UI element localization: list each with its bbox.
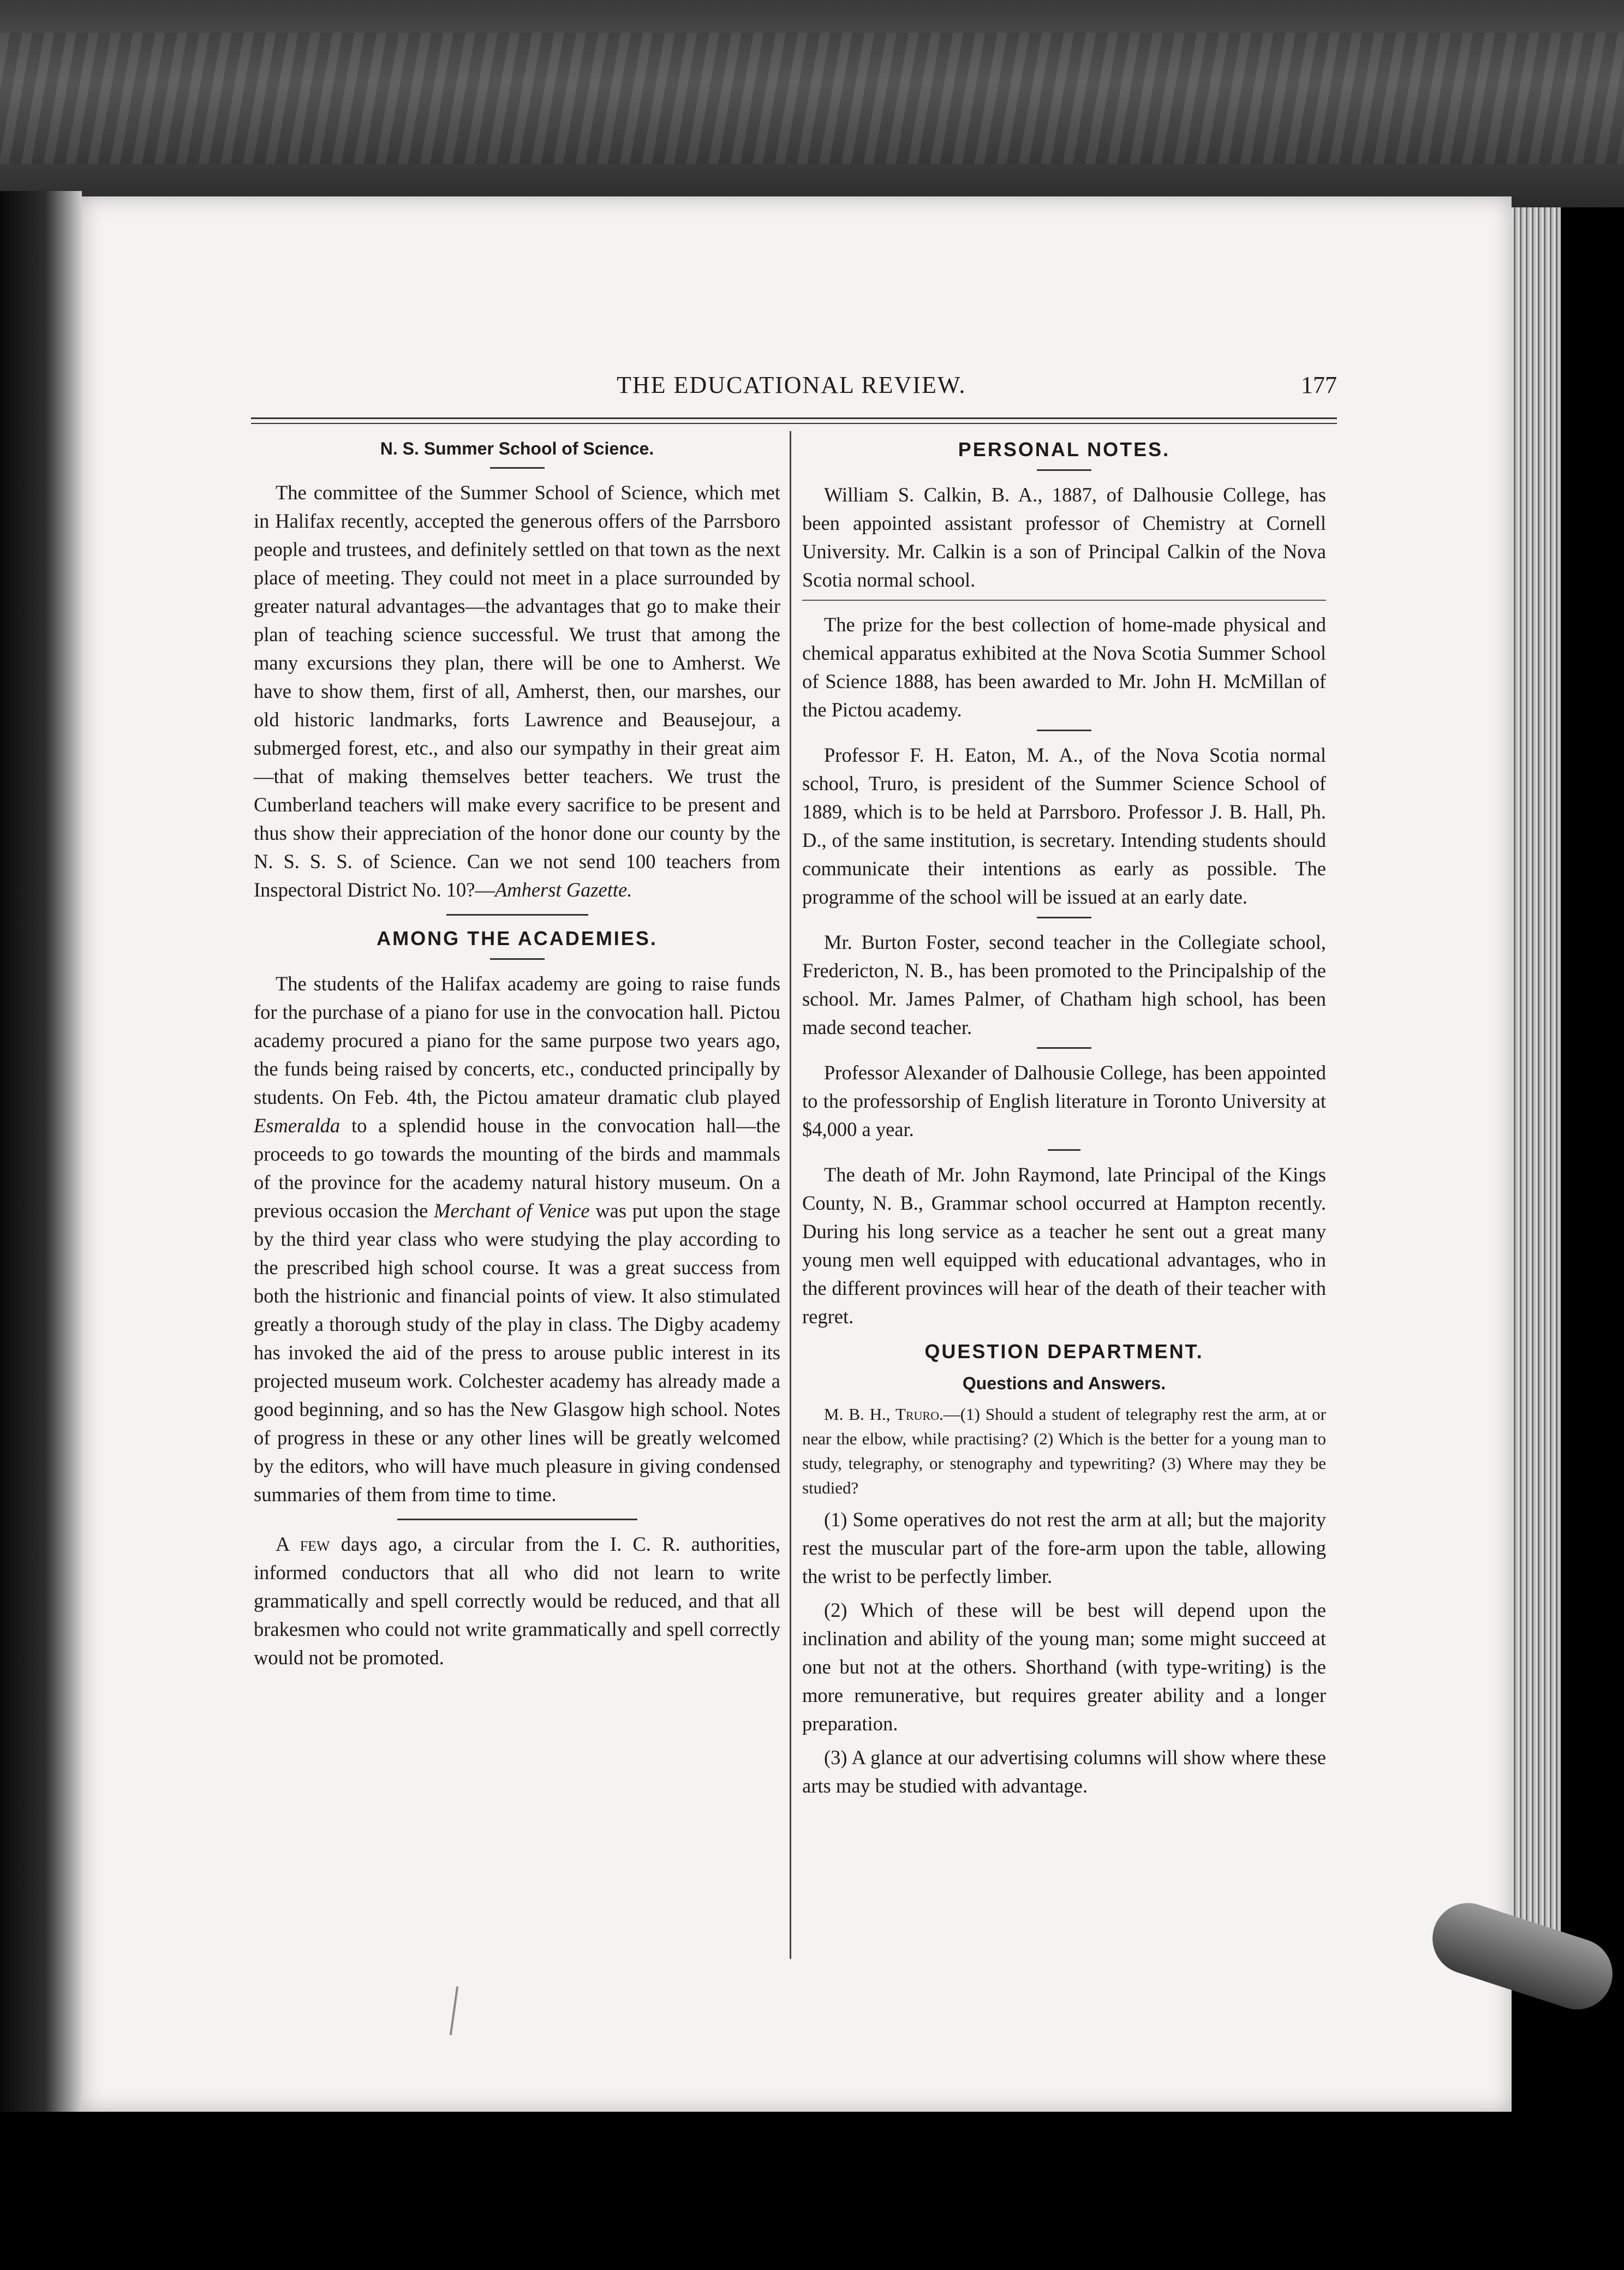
icr-paragraph	[254, 1530, 780, 1672]
page-header	[251, 371, 1337, 415]
scan-texture	[0, 33, 1624, 164]
section-separator	[446, 914, 588, 916]
column-divider	[790, 431, 791, 1959]
personal-note: The prize for the best collection of home-made physical and chemical apparatus exhibited at the Nova Scotia Summer School of Science 1888, has been awarded to Mr. John H. McMillan of the Pictou academy.	[802, 613, 1326, 721]
page-number: 177	[1301, 372, 1337, 398]
header-rule-bottom	[251, 423, 1337, 424]
answer-3: (3) A glance at our advertising columns will show where these arts may be studied with advantage.	[802, 1746, 1326, 1797]
running-head: THE EDUCATIONAL REVIEW.	[617, 372, 966, 398]
note-divider	[802, 600, 1326, 601]
page-left-edge	[0, 191, 82, 2112]
note-divider	[1037, 917, 1091, 918]
right-column	[802, 437, 1326, 1806]
play-title-esmeralda: Esmeralda	[254, 1114, 341, 1137]
academies-article	[254, 925, 780, 1509]
note-divider	[1037, 1047, 1091, 1049]
summer-school-text: The committee of the Summer School of Science, which met in Halifax recently, accepted the generous offers of the Parrsboro people and trustees, and definitely settled on that town as the next place of meeting. They could not meet in a place surrounded by greater natural advantages—the advantages that go to make their plan of teaching science successful. We trust that among the many excursions they plan, there will be one to Amherst. We have to show them, first of all, Amherst, then, our marshes, our old historic landmarks, forts Lawrence and Beausejour, a submerged forest, etc., and also our sympathy in their great aim—that of making themselves better teachers. We trust the Cumberland teachers will make every sacrifice to be present and thus show their appreciation of the honor done our county by the N. S. S. S. of Science. Can we not send 100 teachers from Inspectoral District No. 10?—	[254, 481, 780, 901]
question-body: —(1) Should a student of telegraphy rest the arm, at or near the elbow, while practising? (2) Which is the better for a young man to study, telegraphy, or stenography and typewriting? (3) Where may they be studied?	[802, 1405, 1326, 1497]
questions-subtitle: Questions and Answers.	[962, 1373, 1166, 1393]
header-rule-top	[251, 417, 1337, 419]
personal-note: William S. Calkin, B. A., 1887, of Dalhousie College, has been appointed assistant professor of Chemistry at Cornell University. Mr. Calkin is a son of Principal Calkin of the Nova Scotia normal school.	[802, 483, 1326, 591]
icr-text: days ago, a circular from the I. C. R. authorities, informed conductors that all who did not learn to write grammatically and spell correctly would be reduced, and that all brakesmen who could not write grammatically and spell correctly would not be promoted.	[254, 1533, 781, 1669]
academies-text-2: to a splendid house in the convocation hall—the proceeds to go towards the mounting of the birds and mammals of the province for the academy natural history museum. On a previous occasion the	[254, 1114, 781, 1222]
personal-note: Professor F. H. Eaton, M. A., of the Nova Scotia normal school, Truro, is president of the Summer Science School of 1889, which is to be held at Parrsboro. Professor J. B. Hall, Ph. D., of the same institution, is secretary. Intending students should communicate their intentions as early as possible. The programme of the school will be issued at an early date.	[802, 744, 1326, 908]
page-stack-edge	[1512, 207, 1561, 1981]
section-separator	[397, 1519, 637, 1520]
icr-lead: A few	[276, 1533, 330, 1555]
personal-note: Professor Alexander of Dalhousie College, has been appointed to the professorship of English literature in Toronto University at $4,000 a year.	[802, 1061, 1326, 1140]
personal-notes-title: PERSONAL NOTES.	[958, 438, 1171, 461]
summer-school-title: N. S. Summer School of Science.	[380, 439, 654, 458]
summer-school-article	[254, 437, 780, 904]
play-title-merchant: Merchant of Venice	[434, 1199, 590, 1222]
summer-school-paragraph	[254, 479, 780, 904]
academies-paragraph	[254, 970, 780, 1509]
title-rule	[490, 958, 545, 960]
answer-2: (2) Which of these will be best will depend upon the inclination and ability of the young man; some might succeed at one but not at the others. Shorthand (with type-writing) is the more remunerative, but requires greater ability and a longer preparation.	[802, 1599, 1326, 1735]
question-department-title: QUESTION DEPARTMENT.	[924, 1340, 1204, 1363]
academies-title: AMONG THE ACADEMIES.	[377, 927, 658, 949]
answer-1: (1) Some operatives do not rest the arm at all; but the majority rest the muscular part of the fore-arm upon the table, allowing the wrist to be perfectly limber.	[802, 1508, 1326, 1587]
question-asker: M. B. H., Truro.	[824, 1405, 944, 1424]
personal-note: The death of Mr. John Raymond, late Principal of the Kings County, N. B., Grammar school occurred at Hampton recently. During his long service as a teacher he sent out a great many young men well equipped with educational advantages, who in the different provinces will hear of the death of their teacher with regret.	[802, 1163, 1326, 1328]
left-column	[254, 437, 780, 1677]
note-divider	[1037, 730, 1091, 731]
title-rule	[1037, 469, 1091, 471]
note-divider	[1048, 1149, 1080, 1151]
question-text	[802, 1402, 1326, 1500]
summer-school-source: Amherst Gazette.	[494, 879, 632, 901]
personal-note: Mr. Burton Foster, second teacher in the Collegiate school, Fredericton, N. B., has been promoted to the Principalship of the school. Mr. James Palmer, of Chatham high school, has been made second teacher.	[802, 931, 1326, 1038]
title-rule	[490, 467, 545, 469]
academies-text-1: The students of the Halifax academy are going to raise funds for the purchase of a piano for use in the convocation hall. Pictou academy procured a piano for the same purpose two years ago, the funds being raised by concerts, etc., conducted principally by students. On Feb. 4th, the Pictou amateur dramatic club played	[254, 972, 780, 1108]
academies-text-3: was put upon the stage by the third year class who were studying the play according to the prescribed high school course. It was a great success from both the histrionic and financial points of view. It also stimulated greatly a thorough study of the play in class. The Digby academy has invoked the aid of the press to arouse public interest in its projected museum work. Colchester academy has already made a good beginning, and so has the New Glasgow high school. Notes of progress in these or any other lines will be greatly welcomed by the editors, who will have much pleasure in giving condensed summaries of them from time to time.	[254, 1199, 780, 1506]
